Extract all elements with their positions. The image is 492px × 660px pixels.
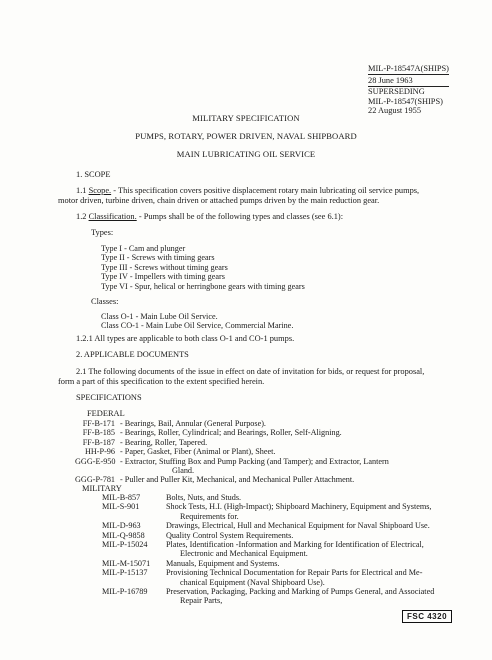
list-item: Type II - Screws with timing gears — [101, 253, 215, 263]
list-item: - Bearings, Bail, Annular (General Purpose). — [120, 419, 266, 428]
list-item: Type VI - Spur, helical or herringbone gears with timing gears — [101, 281, 305, 291]
list-item — [102, 512, 150, 521]
list-item: MIL-S-901 — [102, 502, 140, 512]
federal-descriptions — [120, 419, 389, 485]
list-item: Manuals, Equipment and Systems. — [166, 558, 280, 568]
classes-list — [101, 312, 293, 331]
list-item: MIL-D-963 — [102, 521, 141, 531]
list-item: Class CO-1 - Main Lube Oil Service, Commercial Marine. — [101, 321, 294, 331]
types-label: Types: — [91, 228, 114, 237]
list-item: chanical Equipment (Naval Shipboard Use). — [180, 577, 325, 587]
list-item: - Puller and Puller Kit, Mechanical, and Mechanical Puller Attachment. — [120, 475, 355, 485]
list-item: MIL-P-15137 — [102, 568, 148, 578]
federal-label: FEDERAL — [87, 409, 125, 418]
paragraph-1-2: 1.2 Classification. - Pumps shall be of the following types and classes (see 6.1): — [76, 212, 344, 221]
paragraph-1-1: 1.1 Scope. - This specification covers positive displacement rotary main lubricating oil service pumps, — [76, 186, 420, 195]
list-item: Provisioning Technical Documentation for Repair Parts for Electrical and Me- — [166, 568, 423, 578]
list-item: Quality Control System Requirements. — [166, 530, 294, 540]
paragraph-1-2-1: 1.2.1 All types are applicable to both class O-1 and CO-1 pumps. — [76, 334, 295, 343]
list-item: Electronic and Mechanical Equipment. — [180, 549, 308, 559]
scope-label: Scope. — [88, 186, 112, 195]
list-item: MIL-Q-9858 — [102, 530, 145, 540]
list-item: - Paper, Gasket, Fiber (Animal or Plant), Sheet. — [120, 447, 276, 457]
list-item: MIL-M-15071 — [102, 558, 151, 568]
list-item: MIL-P-15024 — [102, 540, 148, 550]
paragraph-2-1: 2.1 The following documents of the issue in effect on date of invitation for bids, or request for proposal, — [76, 367, 425, 376]
list-item: - Extractor, Stuffing Box and Pump Packing (and Tamper); and Extractor, Lantern — [120, 456, 389, 466]
classification-label: Classification. — [88, 212, 137, 221]
federal-numbers — [75, 419, 115, 485]
list-item: Bolts, Nuts, and Studs. — [166, 493, 242, 502]
list-item: Repair Parts, — [180, 596, 223, 606]
spec-date: 28 June 1963 — [368, 75, 413, 85]
paragraph-1-1-cont: motor driven, turbine driven, chain driven or attached pumps driven by the main reduction gear. — [58, 196, 380, 205]
military-numbers — [102, 493, 150, 596]
list-item — [102, 549, 150, 558]
title-service: MAIN LUBRICATING OIL SERVICE — [176, 149, 316, 159]
specifications-label: SPECIFICATIONS — [76, 393, 142, 402]
list-item: FF-B-185 — [82, 428, 115, 438]
list-item: HH-P-96 — [84, 447, 115, 457]
superseded-date: 22 August 1955 — [368, 106, 422, 115]
superseded-number: MIL-P-18547(SHIPS) — [368, 96, 443, 106]
list-item: Type IV - Impellers with timing gears — [101, 272, 225, 282]
military-label: MILITARY — [82, 484, 122, 493]
list-item: - Bearings, Roller, Cylindrical; and Bearings, Roller, Self-Aligning. — [120, 428, 342, 438]
classes-label: Classes: — [91, 297, 119, 306]
list-item: Preservation, Packaging, Packing and Marking of Pumps General, and Associated — [166, 587, 435, 597]
title-pumps: PUMPS, ROTARY, POWER DRIVEN, NAVAL SHIPBOARD — [135, 131, 357, 141]
list-item: FF-B-171 — [82, 419, 115, 428]
types-list — [101, 244, 305, 291]
list-item: Drawings, Electrical, Hull and Mechanical Equipment for Naval Shipboard Use. — [166, 521, 430, 531]
list-item: Type I - Cam and plunger — [101, 244, 186, 253]
list-item: Class O-1 - Main Lube Oil Service. — [101, 312, 218, 321]
section-scope-heading: 1. SCOPE — [76, 170, 111, 179]
spec-header-block — [368, 64, 449, 116]
superseding-label: SUPERSEDING — [368, 87, 425, 96]
list-item: MIL-P-16789 — [102, 587, 148, 597]
list-item: MIL-B-857 — [102, 493, 141, 502]
spec-number: MIL-P-18547A(SHIPS) — [368, 64, 449, 73]
title-military-specification: MILITARY SPECIFICATION — [192, 113, 300, 123]
list-item: GGG-E-950 — [75, 456, 116, 466]
list-item: Plates, Identification -Information and Marking for Identification of Electrical, — [166, 540, 424, 550]
section-applicable-documents-heading: 2. APPLICABLE DOCUMENTS — [76, 350, 189, 359]
military-descriptions — [166, 493, 434, 606]
list-item: GGG-P-781 — [75, 475, 116, 485]
list-item — [102, 578, 150, 587]
list-item: Type III - Screws without timing gears — [101, 262, 228, 272]
list-item: FF-B-187 — [82, 437, 115, 447]
list-item: Shock Tests, H.I. (High-Impact); Shipboard Machinery, Equipment and Systems, — [166, 502, 432, 512]
paragraph-2-1-cont: form a part of this specification to the extent specified herein. — [58, 377, 265, 386]
list-item: - Bearing, Roller, Tapered. — [120, 437, 208, 447]
list-item: Gland. — [172, 466, 195, 476]
fsc-code-box: FSC 4320 — [402, 610, 452, 623]
list-item: Requirements for. — [180, 511, 239, 521]
list-item — [75, 466, 115, 475]
